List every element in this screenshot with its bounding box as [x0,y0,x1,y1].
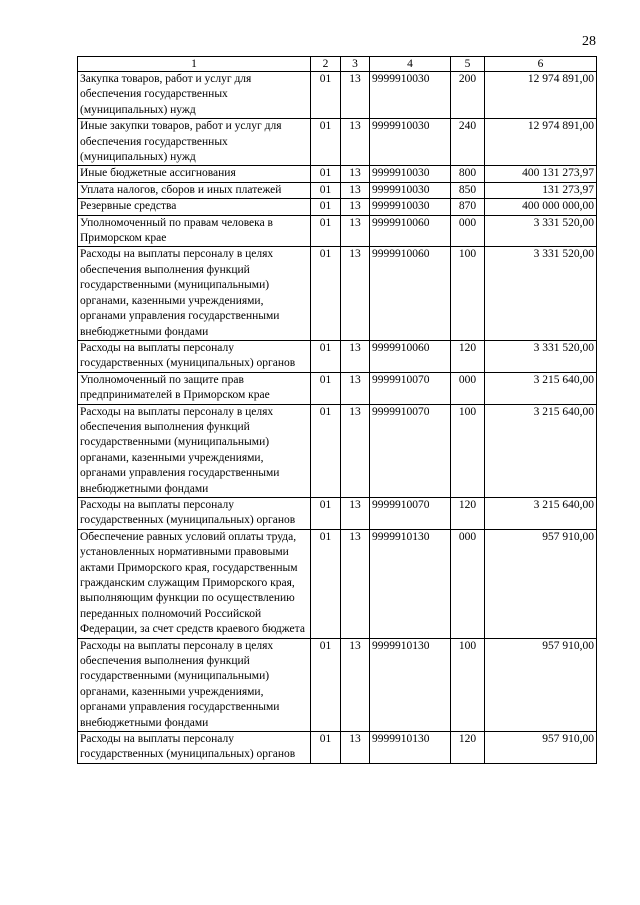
section-code-cell: 01 [311,182,341,198]
subsection-code-cell: 13 [341,638,370,731]
column-header: 1 [78,57,311,72]
amount-cell: 3 331 520,00 [485,340,597,372]
expense-type-cell: 100 [451,404,485,497]
section-code-cell: 01 [311,497,341,529]
table-row [78,72,597,119]
subsection-code-cell: 13 [341,529,370,638]
target-article-cell: 9999910030 [370,182,451,198]
amount-cell: 957 910,00 [485,529,597,638]
subsection-code-cell: 13 [341,247,370,340]
target-article-cell: 9999910070 [370,497,451,529]
expense-name-cell: Иные бюджетные ассигнования [78,166,311,182]
expense-name-cell: Обеспечение равных условий оплаты труда, установленных нормативными правовыми актами Приморского края, государственным гражданским служащим Приморского края, выполняющим функции по осуществлению переданных полномочий Российской Федерации, за счет средств краевого бюджета [78,529,311,638]
column-header: 3 [341,57,370,72]
expense-name-cell: Уполномоченный по правам человека в Приморском крае [78,215,311,247]
target-article-cell: 9999910060 [370,247,451,340]
table-row [78,340,597,372]
subsection-code-cell: 13 [341,182,370,198]
expense-type-cell: 800 [451,166,485,182]
expense-type-cell: 100 [451,638,485,731]
amount-cell: 3 215 640,00 [485,372,597,404]
target-article-cell: 9999910060 [370,340,451,372]
section-code-cell: 01 [311,638,341,731]
table-header-row [78,57,597,72]
target-article-cell: 9999910030 [370,166,451,182]
expense-name-cell: Расходы на выплаты персоналу в целях обеспечения выполнения функций государственными (муниципальными) органами, казенными учреждениями, органами управления государственными внебюджетными фондами [78,404,311,497]
table-row [78,372,597,404]
section-code-cell: 01 [311,404,341,497]
expense-type-cell: 850 [451,182,485,198]
table-row [78,166,597,182]
table-row [78,199,597,215]
section-code-cell: 01 [311,72,341,119]
column-header: 6 [485,57,597,72]
expense-type-cell: 240 [451,119,485,166]
table-row [78,497,597,529]
expense-name-cell: Расходы на выплаты персоналу в целях обеспечения выполнения функций государственными (муниципальными) органами, казенными учреждениями, органами управления государственными внебюджетными фондами [78,638,311,731]
table-row [78,529,597,638]
table-row [78,404,597,497]
target-article-cell: 9999910130 [370,638,451,731]
subsection-code-cell: 13 [341,372,370,404]
page-number: 28 [582,34,596,49]
subsection-code-cell: 13 [341,72,370,119]
subsection-code-cell: 13 [341,215,370,247]
expense-name-cell: Иные закупки товаров, работ и услуг для обеспечения государственных (муниципальных) нужд [78,119,311,166]
expense-type-cell: 120 [451,732,485,764]
subsection-code-cell: 13 [341,497,370,529]
target-article-cell: 9999910030 [370,72,451,119]
amount-cell: 131 273,97 [485,182,597,198]
subsection-code-cell: 13 [341,199,370,215]
amount-cell: 3 215 640,00 [485,404,597,497]
table-row [78,215,597,247]
expense-name-cell: Расходы на выплаты персоналу государственных (муниципальных) органов [78,732,311,764]
subsection-code-cell: 13 [341,732,370,764]
section-code-cell: 01 [311,529,341,638]
expense-name-cell: Резервные средства [78,199,311,215]
table-row [78,119,597,166]
expense-type-cell: 200 [451,72,485,119]
budget-table-body [78,57,597,764]
expense-type-cell: 870 [451,199,485,215]
table-row [78,638,597,731]
target-article-cell: 9999910060 [370,215,451,247]
amount-cell: 3 331 520,00 [485,247,597,340]
expense-name-cell: Уплата налогов, сборов и иных платежей [78,182,311,198]
amount-cell: 400 000 000,00 [485,199,597,215]
expense-name-cell: Расходы на выплаты персоналу в целях обеспечения выполнения функций государственными (муниципальными) органами, казенными учреждениями, органами управления государственными внебюджетными фондами [78,247,311,340]
expense-type-cell: 000 [451,372,485,404]
target-article-cell: 9999910030 [370,119,451,166]
section-code-cell: 01 [311,340,341,372]
target-article-cell: 9999910130 [370,529,451,638]
amount-cell: 957 910,00 [485,732,597,764]
expense-name-cell: Уполномоченный по защите прав предпринимателей в Приморском крае [78,372,311,404]
subsection-code-cell: 13 [341,340,370,372]
table-row [78,732,597,764]
section-code-cell: 01 [311,732,341,764]
subsection-code-cell: 13 [341,166,370,182]
amount-cell: 3 331 520,00 [485,215,597,247]
expense-name-cell: Расходы на выплаты персоналу государственных (муниципальных) органов [78,340,311,372]
target-article-cell: 9999910070 [370,372,451,404]
expense-type-cell: 100 [451,247,485,340]
column-header: 4 [370,57,451,72]
column-header: 2 [311,57,341,72]
subsection-code-cell: 13 [341,119,370,166]
budget-table [77,56,597,764]
subsection-code-cell: 13 [341,404,370,497]
expense-type-cell: 120 [451,340,485,372]
expense-type-cell: 000 [451,215,485,247]
expense-type-cell: 000 [451,529,485,638]
section-code-cell: 01 [311,166,341,182]
section-code-cell: 01 [311,372,341,404]
section-code-cell: 01 [311,247,341,340]
target-article-cell: 9999910070 [370,404,451,497]
amount-cell: 400 131 273,97 [485,166,597,182]
section-code-cell: 01 [311,215,341,247]
table-row [78,247,597,340]
expense-name-cell: Закупка товаров, работ и услуг для обеспечения государственных (муниципальных) нужд [78,72,311,119]
target-article-cell: 9999910130 [370,732,451,764]
amount-cell: 12 974 891,00 [485,119,597,166]
table-row [78,182,597,198]
section-code-cell: 01 [311,119,341,166]
expense-type-cell: 120 [451,497,485,529]
expense-name-cell: Расходы на выплаты персоналу государственных (муниципальных) органов [78,497,311,529]
amount-cell: 12 974 891,00 [485,72,597,119]
target-article-cell: 9999910030 [370,199,451,215]
amount-cell: 957 910,00 [485,638,597,731]
section-code-cell: 01 [311,199,341,215]
column-header: 5 [451,57,485,72]
amount-cell: 3 215 640,00 [485,497,597,529]
